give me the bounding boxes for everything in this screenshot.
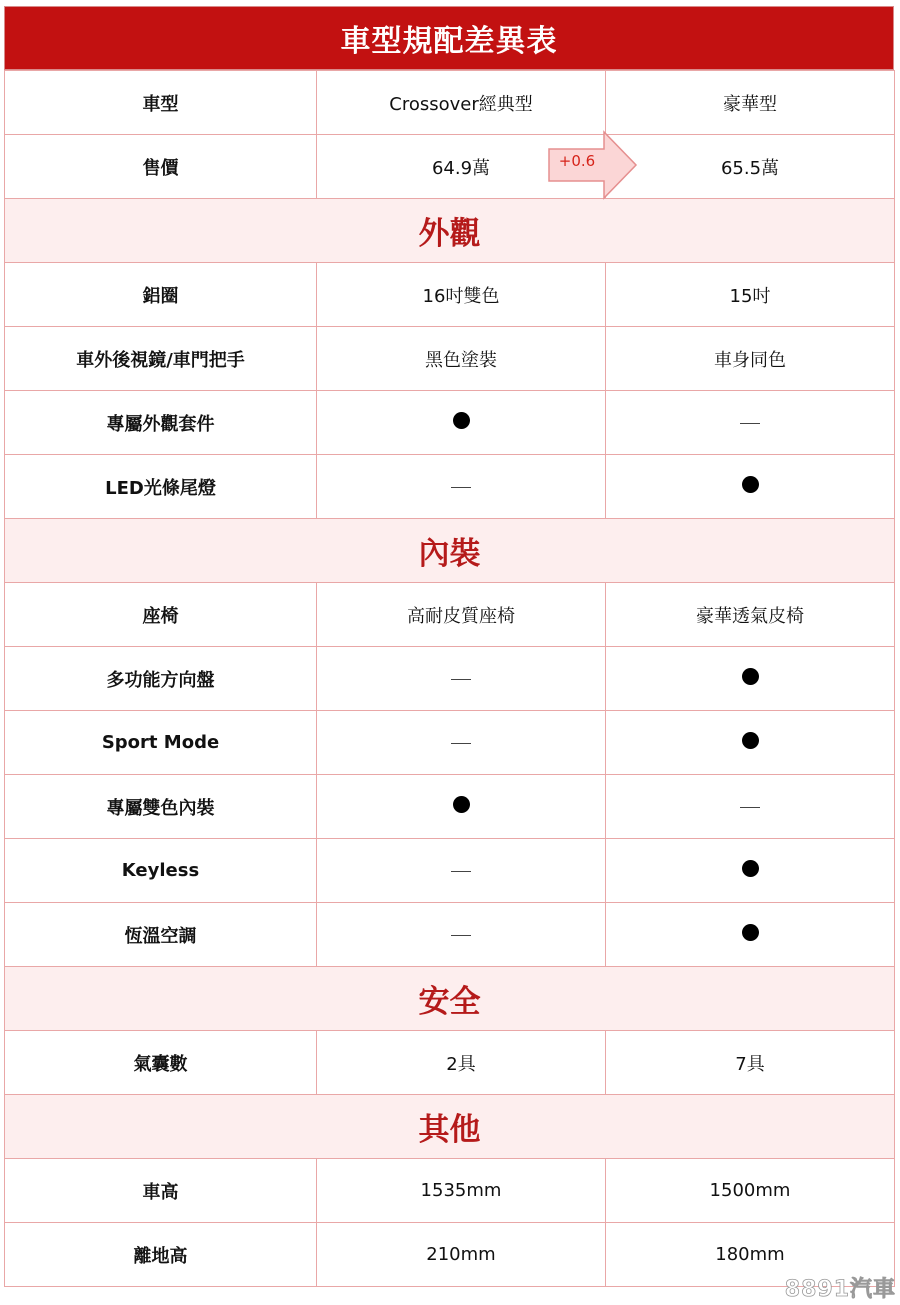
row-label: 離地高 [5, 1223, 317, 1287]
not-included-dash-icon [740, 423, 760, 424]
table-row [5, 455, 895, 519]
table-row [5, 391, 895, 455]
table-row-model [5, 71, 895, 135]
table-row [5, 1031, 895, 1095]
table-row [5, 583, 895, 647]
row-label: 氣囊數 [5, 1031, 317, 1095]
price-col1: 64.9萬 [317, 135, 606, 199]
table-row [5, 327, 895, 391]
table-row [5, 263, 895, 327]
section-header-row [5, 519, 895, 583]
table-row [5, 1223, 895, 1287]
spec-value-col1: 2具 [317, 1031, 606, 1095]
spec-value-col2 [606, 903, 895, 967]
spec-value-col2: 180mm [606, 1223, 895, 1287]
spec-value-col1 [317, 839, 606, 903]
table-row [5, 775, 895, 839]
spec-value-col1: 210mm [317, 1223, 606, 1287]
watermark-logo: 8891汽車 [784, 1277, 896, 1302]
page-title: 車型規配差異表 [4, 6, 894, 70]
spec-value-col1: 高耐皮質座椅 [317, 583, 606, 647]
section-header-row [5, 967, 895, 1031]
section-title: 外觀 [5, 199, 895, 263]
spec-value-col1 [317, 775, 606, 839]
table-row [5, 903, 895, 967]
row-label: 車外後視鏡/車門把手 [5, 327, 317, 391]
included-dot-icon [742, 476, 759, 493]
section-title: 安全 [5, 967, 895, 1031]
section-header-row [5, 1095, 895, 1159]
not-included-dash-icon [451, 679, 471, 680]
spec-value-col2 [606, 391, 895, 455]
spec-value-col2 [606, 775, 895, 839]
spec-value-col1 [317, 903, 606, 967]
spec-value-col2: 7具 [606, 1031, 895, 1095]
spec-value-col2: 1500mm [606, 1159, 895, 1223]
model-name-col2: 豪華型 [606, 71, 895, 135]
row-label: 專屬雙色內裝 [5, 775, 317, 839]
not-included-dash-icon [451, 743, 471, 744]
included-dot-icon [453, 796, 470, 813]
spec-value-col1: 1535mm [317, 1159, 606, 1223]
table-row [5, 711, 895, 775]
not-included-dash-icon [740, 807, 760, 808]
table-row [5, 647, 895, 711]
spec-value-col2: 15吋 [606, 263, 895, 327]
row-label: Keyless [5, 839, 317, 903]
not-included-dash-icon [451, 871, 471, 872]
included-dot-icon [742, 924, 759, 941]
row-label: 鋁圈 [5, 263, 317, 327]
included-dot-icon [742, 668, 759, 685]
not-included-dash-icon [451, 487, 471, 488]
included-dot-icon [742, 860, 759, 877]
spec-table-body [5, 71, 895, 1287]
row-label: 車高 [5, 1159, 317, 1223]
row-label-model: 車型 [5, 71, 317, 135]
spec-value-col2 [606, 647, 895, 711]
not-included-dash-icon [451, 935, 471, 936]
included-dot-icon [742, 732, 759, 749]
row-label: Sport Mode [5, 711, 317, 775]
spec-value-col1: 黑色塗裝 [317, 327, 606, 391]
spec-value-col1 [317, 647, 606, 711]
included-dot-icon [453, 412, 470, 429]
table-row [5, 839, 895, 903]
section-title: 內裝 [5, 519, 895, 583]
section-header-row [5, 199, 895, 263]
spec-value-col1: 16吋雙色 [317, 263, 606, 327]
row-label: 多功能方向盤 [5, 647, 317, 711]
spec-value-col2: 豪華透氣皮椅 [606, 583, 895, 647]
model-name-col1: Crossover經典型 [317, 71, 606, 135]
spec-value-col2 [606, 455, 895, 519]
row-label: 恆溫空調 [5, 903, 317, 967]
row-label-price: 售價 [5, 135, 317, 199]
price-delta-label: +0.6 [558, 152, 596, 170]
table-row-price [5, 135, 895, 199]
spec-value-col2 [606, 839, 895, 903]
spec-value-col1 [317, 711, 606, 775]
row-label: LED光條尾燈 [5, 455, 317, 519]
spec-value-col2: 車身同色 [606, 327, 895, 391]
spec-table [4, 70, 895, 1287]
section-title: 其他 [5, 1095, 895, 1159]
spec-value-col1 [317, 391, 606, 455]
table-row [5, 1159, 895, 1223]
price-col2: 65.5萬 [606, 135, 895, 199]
spec-value-col1 [317, 455, 606, 519]
row-label: 專屬外觀套件 [5, 391, 317, 455]
spec-value-col2 [606, 711, 895, 775]
spec-comparison-sheet [4, 6, 894, 1287]
row-label: 座椅 [5, 583, 317, 647]
